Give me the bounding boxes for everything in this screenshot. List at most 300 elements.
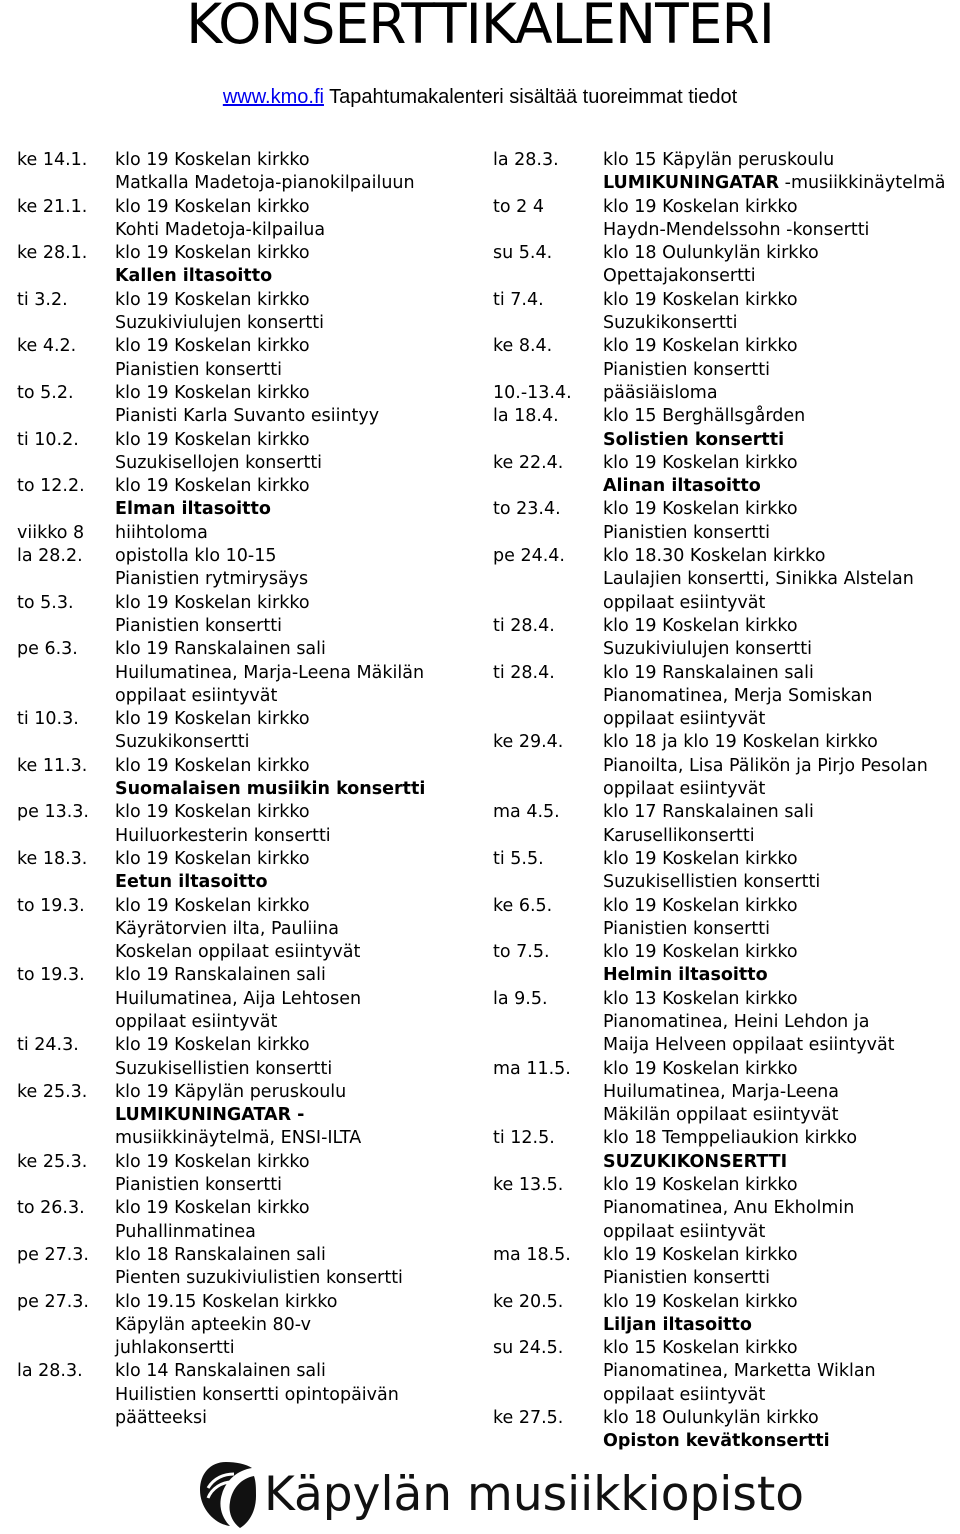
event-text: oppilaat esiintyvät (603, 709, 766, 730)
event-text: Pianistien konsertti (115, 1175, 282, 1196)
event-date: la 28.3. (493, 150, 559, 170)
event-entry (17, 196, 477, 243)
event-text: Elman iltasoitto (115, 499, 271, 520)
event-text: klo 19 Koskelan kirkko (603, 336, 798, 357)
event-description (115, 172, 477, 195)
event-description (603, 755, 960, 778)
event-time-venue (603, 988, 960, 1011)
event-description (603, 1430, 960, 1453)
event-description (603, 708, 960, 731)
event-entry (493, 1407, 960, 1454)
event-description (115, 825, 477, 848)
event-text: klo 19 Koskelan kirkko (603, 895, 798, 916)
subtitle-line (0, 84, 960, 110)
event-time-venue (603, 801, 960, 824)
event-time-venue (115, 964, 477, 987)
event-date: ke 20.5. (493, 1291, 564, 1312)
event-time-venue (603, 452, 960, 475)
event-date: ke 8.4. (493, 336, 553, 357)
event-time-venue (115, 1034, 477, 1057)
event-description (115, 1221, 477, 1244)
event-date: ti 10.2. (17, 429, 79, 450)
event-date: ti 3.2. (17, 289, 68, 310)
event-text: Pianoilta, Lisa Pälikön ja Pirjo Pesolan (603, 755, 928, 776)
event-text: klo 17 Ranskalainen sali (603, 802, 814, 823)
event-entry (493, 941, 960, 988)
event-time-venue (603, 1337, 960, 1360)
event-description (115, 265, 477, 288)
event-time-venue (115, 289, 477, 312)
event-time-venue (115, 755, 477, 778)
event-description (603, 1314, 960, 1337)
event-time-venue (603, 405, 960, 428)
event-description (603, 475, 960, 498)
music-school-logo-icon (196, 1458, 258, 1530)
event-description (603, 568, 960, 591)
event-entry (493, 615, 960, 662)
event-time-venue (115, 475, 477, 498)
event-text: klo 19 Koskelan kirkko (115, 1151, 310, 1172)
event-date: to 23.4. (493, 499, 561, 520)
event-text: klo 19 Koskelan kirkko (603, 1058, 798, 1079)
event-date: ke 22.4. (493, 452, 564, 473)
event-text: Pianistien konsertti (115, 359, 282, 380)
event-date: ti 5.5. (493, 848, 544, 869)
event-entry (17, 1081, 477, 1151)
event-date: to 19.3. (17, 895, 85, 916)
event-description (115, 1407, 477, 1430)
event-entry (17, 1291, 477, 1361)
event-entry (17, 522, 477, 545)
event-date: ma 18.5. (493, 1244, 571, 1265)
event-entry (493, 545, 960, 615)
event-date: to 19.3. (17, 965, 85, 986)
event-text: Huilistien konsertti opintopäivän (115, 1384, 399, 1405)
event-text: klo 18 ja klo 19 Koskelan kirkko (603, 732, 878, 753)
event-time-venue (115, 545, 477, 568)
event-description (603, 1034, 960, 1057)
event-text: Pianistien konsertti (603, 359, 770, 380)
event-time-venue (115, 801, 477, 824)
event-entry (17, 429, 477, 476)
event-description (603, 918, 960, 941)
event-text: Mäkilän oppilaat esiintyvät (603, 1105, 839, 1126)
event-time-venue (603, 149, 960, 172)
event-entry (17, 1360, 477, 1430)
event-time-venue (115, 149, 477, 172)
event-text: Suzukisellistien konsertti (603, 872, 821, 893)
event-text: Huiluorkesterin konsertti (115, 825, 331, 846)
event-text: Huilumatinea, Aija Lehtosen (115, 988, 362, 1009)
event-time-venue (115, 848, 477, 871)
event-description (603, 172, 960, 195)
event-text-suffix: -musiikkinäytelmä (779, 173, 946, 194)
event-text: Matkalla Madetoja-pianokilpailuun (115, 173, 415, 194)
event-text: Suzukisellistien konsertti (115, 1058, 333, 1079)
event-entry (17, 895, 477, 965)
event-description (115, 941, 477, 964)
event-time-venue (603, 289, 960, 312)
event-time-venue (603, 545, 960, 568)
event-date: ti 28.4. (493, 615, 555, 636)
event-time-venue (115, 1197, 477, 1220)
event-text: klo 19 Käpylän peruskoulu (115, 1081, 347, 1102)
event-text: klo 15 Koskelan kirkko (603, 1338, 798, 1359)
event-text: klo 18.30 Koskelan kirkko (603, 546, 826, 567)
event-description (603, 1151, 960, 1174)
subtitle-text: Tapahtumakalenteri sisältää tuoreimmat tiedot (329, 86, 738, 108)
event-date: ke 21.1. (17, 196, 88, 217)
event-text: Käyrätorvien ilta, Pauliina (115, 918, 339, 939)
event-text: Solistien konsertti (603, 429, 785, 450)
event-description (115, 685, 477, 708)
event-text: LUMIKUNINGATAR - (115, 1105, 305, 1126)
event-date: to 5.3. (17, 592, 74, 613)
event-entry (493, 1127, 960, 1174)
event-date: la 28.3. (17, 1361, 83, 1382)
event-entry (493, 498, 960, 545)
event-description (603, 522, 960, 545)
event-text: klo 18 Ranskalainen sali (115, 1244, 326, 1265)
event-text: klo 19 Koskelan kirkko (115, 476, 310, 497)
event-text: Pianistien konsertti (603, 918, 770, 939)
event-date: ke 25.3. (17, 1081, 88, 1102)
event-time-venue (115, 1081, 477, 1104)
event-entry (17, 149, 477, 196)
event-description (115, 1058, 477, 1081)
event-text: klo 19 Koskelan kirkko (603, 1244, 798, 1265)
event-date: pe 24.4. (493, 546, 565, 567)
event-time-venue (115, 335, 477, 358)
event-date: ti 7.4. (493, 289, 544, 310)
event-text: oppilaat esiintyvät (115, 1011, 278, 1032)
event-entry (493, 452, 960, 499)
event-text: klo 18 Oulunkylän kirkko (603, 243, 819, 264)
event-description (115, 405, 477, 428)
event-time-venue (115, 708, 477, 731)
event-entry (493, 662, 960, 732)
event-entry (17, 545, 477, 592)
event-entry (493, 289, 960, 336)
event-time-venue (115, 1244, 477, 1267)
event-text: klo 19 Koskelan kirkko (115, 429, 310, 450)
event-text: Pianisti Karla Suvanto esiintyy (115, 406, 380, 427)
event-entry (493, 1291, 960, 1338)
event-description (115, 359, 477, 382)
event-text: Koskelan oppilaat esiintyvät (115, 942, 361, 963)
event-date: ke 29.4. (493, 732, 564, 753)
left-event-column (17, 149, 477, 1430)
event-text: oppilaat esiintyvät (603, 779, 766, 800)
event-date: viikko 8 (17, 522, 85, 543)
event-text: Käpylän apteekin 80-v (115, 1314, 311, 1335)
event-text: Helmin iltasoitto (603, 965, 768, 986)
event-date: ti 24.3. (17, 1035, 79, 1056)
event-description (603, 359, 960, 382)
event-text: klo 19 Koskelan kirkko (603, 289, 798, 310)
event-description (115, 918, 477, 941)
event-entry (17, 1151, 477, 1198)
event-text: klo 18 Temppeliaukion kirkko (603, 1128, 858, 1149)
event-text: Karusellikonsertti (603, 825, 755, 846)
event-text: klo 19 Koskelan kirkko (115, 848, 310, 869)
event-text: LUMIKUNINGATAR (603, 173, 780, 194)
event-time-venue (603, 848, 960, 871)
event-description (115, 1337, 477, 1360)
event-text: klo 19 Koskelan kirkko (115, 802, 310, 823)
event-date: to 2 4 (493, 196, 544, 217)
event-description (115, 615, 477, 638)
event-entry (493, 1337, 960, 1407)
event-time-venue (115, 1291, 477, 1314)
event-date: to 5.2. (17, 382, 74, 403)
event-description (115, 871, 477, 894)
event-text: klo 19 Koskelan kirkko (603, 1175, 798, 1196)
event-text: Opiston kevätkonsertti (603, 1431, 830, 1452)
event-date: to 12.2. (17, 476, 85, 497)
event-time-venue (603, 662, 960, 685)
event-entry (493, 895, 960, 942)
event-text: klo 19.15 Koskelan kirkko (115, 1291, 338, 1312)
event-date: ke 18.3. (17, 848, 88, 869)
event-text: klo 19 Koskelan kirkko (115, 709, 310, 730)
event-date: ke 27.5. (493, 1408, 564, 1429)
event-time-venue (115, 1151, 477, 1174)
event-text: oppilaat esiintyvät (603, 592, 766, 613)
event-entry (493, 149, 960, 196)
event-text: oppilaat esiintyvät (115, 685, 278, 706)
event-text: klo 19 Koskelan kirkko (603, 1291, 798, 1312)
event-text: hiihtoloma (115, 522, 208, 543)
event-text: klo 19 Koskelan kirkko (115, 1198, 310, 1219)
event-time-venue (603, 1058, 960, 1081)
event-text: Suzukisellojen konsertti (115, 452, 323, 473)
event-entry (493, 1058, 960, 1128)
event-date: pe 27.3. (17, 1244, 89, 1265)
event-entry (493, 731, 960, 801)
event-date: pe 27.3. (17, 1291, 89, 1312)
event-description (603, 1197, 960, 1220)
event-text: Pianomatinea, Marketta Wiklan (603, 1361, 876, 1382)
event-time-venue (603, 1174, 960, 1197)
event-time-venue (115, 382, 477, 405)
event-entry (17, 335, 477, 382)
event-date: ke 11.3. (17, 755, 88, 776)
event-date: ke 13.5. (493, 1175, 564, 1196)
event-date: su 24.5. (493, 1338, 564, 1359)
event-time-venue (603, 1291, 960, 1314)
event-text: SUZUKIKONSERTTI (603, 1151, 788, 1172)
event-time-venue (603, 941, 960, 964)
event-time-venue (603, 382, 960, 405)
event-entry (17, 1197, 477, 1244)
event-text: Huilumatinea, Marja-Leena (603, 1081, 839, 1102)
event-entry (17, 801, 477, 848)
event-text: pääsiäisloma (603, 382, 718, 403)
event-description (603, 638, 960, 661)
event-time-venue (603, 242, 960, 265)
event-description (115, 1127, 477, 1150)
event-entry (493, 196, 960, 243)
event-text: musiikkinäytelmä, ENSI-ILTA (115, 1128, 362, 1149)
event-text: Pianomatinea, Merja Somiskan (603, 685, 873, 706)
event-description (603, 265, 960, 288)
event-description (603, 871, 960, 894)
event-text: klo 15 Berghällsgården (603, 406, 806, 427)
event-time-venue (603, 731, 960, 754)
event-date: la 28.2. (17, 546, 83, 567)
event-date: ti 10.3. (17, 709, 79, 730)
event-text: oppilaat esiintyvät (603, 1384, 766, 1405)
event-text: klo 19 Koskelan kirkko (115, 196, 310, 217)
event-description (115, 778, 477, 801)
event-description (115, 1011, 477, 1034)
event-text: Kallen iltasoitto (115, 266, 273, 287)
event-entry (17, 1034, 477, 1081)
event-text: Puhallinmatinea (115, 1221, 256, 1242)
event-text: klo 19 Koskelan kirkko (115, 382, 310, 403)
event-description (603, 1011, 960, 1034)
event-text: Liljan iltasoitto (603, 1314, 752, 1335)
event-date: la 9.5. (493, 988, 548, 1009)
event-text: Laulajien konsertti, Sinikka Alstelan (603, 569, 914, 590)
event-entry (493, 1244, 960, 1291)
event-text: klo 19 Koskelan kirkko (603, 196, 798, 217)
event-date: ke 14.1. (17, 150, 88, 170)
event-text: klo 15 Käpylän peruskoulu (603, 150, 835, 170)
event-text: klo 19 Koskelan kirkko (115, 289, 310, 310)
event-text: klo 19 Koskelan kirkko (115, 755, 310, 776)
event-text: Pianomatinea, Anu Ekholmin (603, 1198, 855, 1219)
event-text: Pianistien konsertti (603, 522, 770, 543)
event-description (603, 1221, 960, 1244)
event-text: Suzukikonsertti (603, 313, 738, 334)
event-description (115, 452, 477, 475)
event-time-venue (603, 1244, 960, 1267)
event-description (603, 219, 960, 242)
event-text: Maija Helveen oppilaat esiintyvät (603, 1035, 895, 1056)
event-text: Suzukikonsertti (115, 732, 250, 753)
event-entry (17, 382, 477, 429)
event-time-venue (115, 1360, 477, 1383)
event-entry (17, 964, 477, 1034)
event-text: Kohti Madetoja-kilpailua (115, 219, 326, 240)
website-link[interactable]: www.kmo.fi (222, 86, 324, 108)
event-text: Suomalaisen musiikin konsertti (115, 779, 426, 800)
event-text: Alinan iltasoitto (603, 476, 761, 497)
event-text: klo 19 Koskelan kirkko (603, 499, 798, 520)
event-text: klo 14 Ranskalainen sali (115, 1361, 326, 1382)
event-date: ke 6.5. (493, 895, 553, 916)
event-entry (493, 405, 960, 452)
event-description (115, 219, 477, 242)
event-description (115, 1384, 477, 1407)
event-entry (493, 1174, 960, 1244)
event-entry (17, 638, 477, 708)
event-date: pe 6.3. (17, 639, 78, 660)
event-date: to 7.5. (493, 942, 550, 963)
event-description (115, 731, 477, 754)
event-description (603, 1384, 960, 1407)
event-text: klo 19 Ranskalainen sali (115, 965, 326, 986)
page-title: KONSERTTIKALENTERI (186, 0, 774, 56)
event-text: päätteeksi (115, 1408, 207, 1429)
event-entry (17, 475, 477, 522)
event-description (603, 1081, 960, 1104)
event-description (115, 1267, 477, 1290)
event-text: klo 19 Ranskalainen sali (603, 662, 814, 683)
event-time-venue (603, 615, 960, 638)
event-text: klo 19 Koskelan kirkko (603, 615, 798, 636)
event-description (115, 1104, 477, 1127)
event-text: klo 19 Koskelan kirkko (115, 243, 310, 264)
event-description (603, 778, 960, 801)
event-entry (493, 988, 960, 1058)
event-description (115, 1314, 477, 1337)
event-description (603, 429, 960, 452)
event-time-venue (603, 498, 960, 521)
event-date: ma 4.5. (493, 802, 560, 823)
event-description (115, 1174, 477, 1197)
event-time-venue (115, 522, 477, 545)
event-text: klo 19 Koskelan kirkko (115, 150, 310, 170)
event-time-venue (115, 592, 477, 615)
event-time-venue (603, 1127, 960, 1150)
event-text: Suzukiviulujen konsertti (603, 639, 812, 660)
event-time-venue (115, 429, 477, 452)
event-text: Opettajakonsertti (603, 266, 756, 287)
event-text: Pienten suzukiviulistien konsertti (115, 1268, 403, 1289)
event-description (603, 964, 960, 987)
event-text: Pianistien rytmirysäys (115, 569, 309, 590)
event-text: klo 13 Koskelan kirkko (603, 988, 798, 1009)
event-time-venue (603, 335, 960, 358)
event-text: klo 19 Koskelan kirkko (115, 336, 310, 357)
event-date: su 5.4. (493, 243, 553, 264)
event-text: klo 19 Koskelan kirkko (603, 452, 798, 473)
event-entry (493, 382, 960, 405)
event-description (115, 662, 477, 685)
event-description (603, 1267, 960, 1290)
event-description (603, 592, 960, 615)
footer-logo (196, 1456, 805, 1532)
event-text: Haydn-Mendelssohn -konsertti (603, 219, 870, 240)
event-description (603, 1104, 960, 1127)
event-text: opistolla klo 10-15 (115, 546, 277, 567)
event-entry (493, 801, 960, 848)
event-time-venue (603, 1407, 960, 1430)
event-description (603, 825, 960, 848)
event-time-venue (115, 196, 477, 219)
event-date: ti 12.5. (493, 1128, 555, 1149)
event-date: ke 25.3. (17, 1151, 88, 1172)
event-entry (17, 242, 477, 289)
event-entry (17, 848, 477, 895)
event-date: to 26.3. (17, 1198, 85, 1219)
event-entry (17, 1244, 477, 1291)
event-entry (17, 592, 477, 639)
event-text: klo 19 Koskelan kirkko (115, 895, 310, 916)
event-date: ke 4.2. (17, 336, 77, 357)
event-text: klo 19 Ranskalainen sali (115, 639, 326, 660)
event-text: Suzukiviulujen konsertti (115, 313, 324, 334)
event-text: juhlakonsertti (115, 1338, 235, 1359)
event-text: oppilaat esiintyvät (603, 1221, 766, 1242)
event-entry (493, 242, 960, 289)
event-text: klo 18 Oulunkylän kirkko (603, 1408, 819, 1429)
event-entry (17, 708, 477, 755)
event-description (603, 685, 960, 708)
